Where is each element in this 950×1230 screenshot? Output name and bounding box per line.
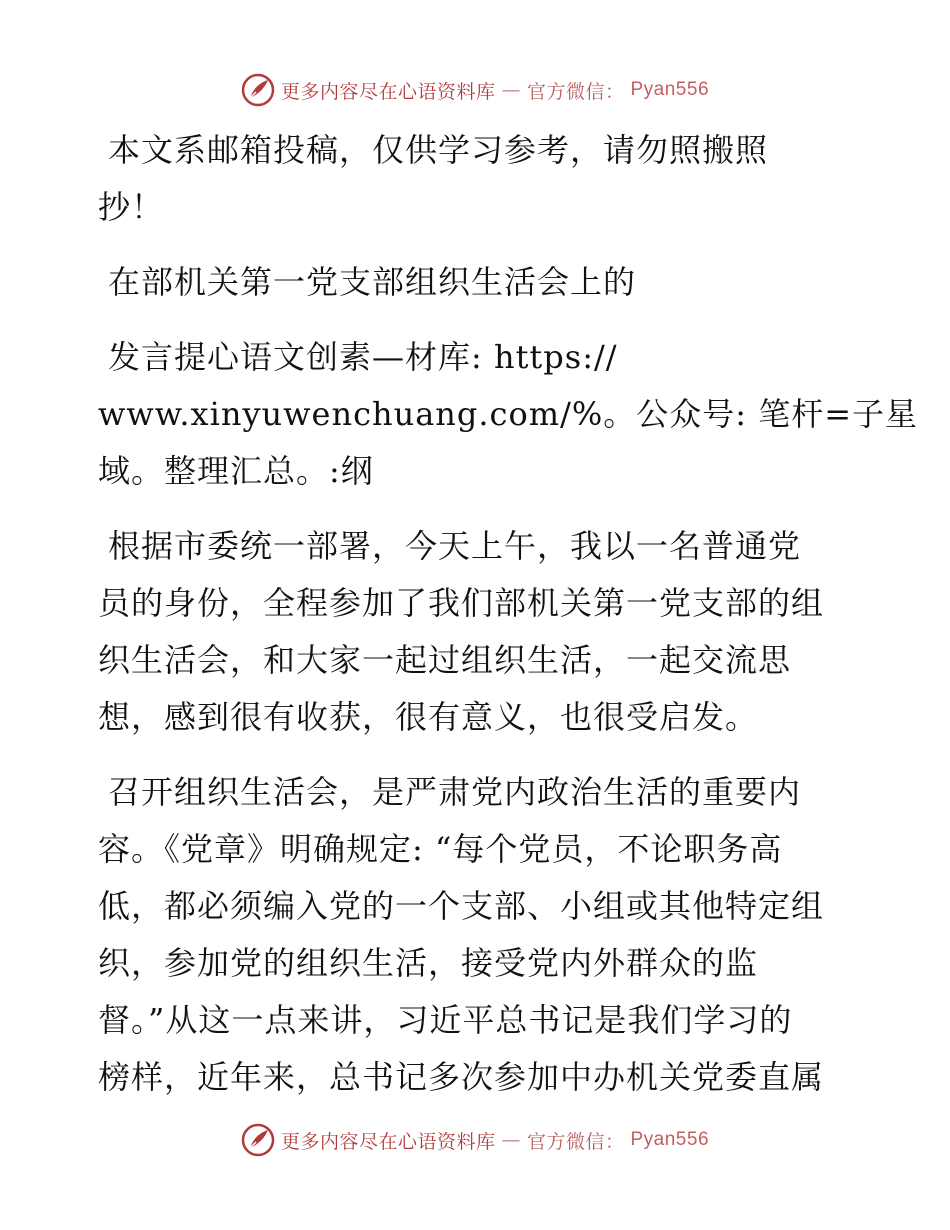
quill-logo-icon <box>241 1123 275 1157</box>
header-watermark <box>0 70 950 110</box>
watermark-wechat-id: Pyan556 <box>630 79 710 100</box>
paragraph-body-1 <box>98 518 858 746</box>
watermark-separator: — <box>501 79 521 101</box>
watermark-brand: 更多内容尽在心语资料库 <box>280 80 496 103</box>
quill-logo-icon <box>241 73 275 107</box>
text-line: 本文系邮箱投稿，仅供学习参考，请勿照搬照 <box>108 131 769 169</box>
text-line: 抄！ <box>98 188 165 226</box>
paragraph-notice <box>98 122 858 236</box>
paragraph-body-2 <box>98 764 858 1106</box>
text-line: 域。整理汇总。:纲 <box>98 452 374 490</box>
text-line: 容。《党章》明确规定: “每个党员，不论职务高 <box>98 830 783 868</box>
document-body <box>98 122 919 1124</box>
text-line: 员的身份，全程参加了我们部机关第一党支部的组 <box>98 584 825 622</box>
watermark-content <box>241 1123 709 1157</box>
paragraph-title <box>98 254 858 311</box>
text-line: www.xinyuwenchuang.com/%。公众号: 笔杆=子星 <box>98 395 919 433</box>
text-line: 督。”从这一点来讲，习近平总书记是我们学习的 <box>98 1001 793 1039</box>
watermark-content <box>241 73 709 107</box>
watermark-brand: 更多内容尽在心语资料库 <box>280 1130 496 1153</box>
footer-watermark <box>0 1120 950 1160</box>
text-line: 低，都必须编入党的一个支部、小组或其他特定组 <box>98 887 825 925</box>
watermark-wechat-label: 官方微信： <box>526 1130 625 1153</box>
watermark-wechat-id: Pyan556 <box>630 1129 710 1150</box>
watermark-separator: — <box>501 1129 521 1151</box>
text-line: 想，感到很有收获，很有意义，也很受启发。 <box>98 698 759 736</box>
text-line: 织，参加党的组织生活，接受党内外群众的监 <box>98 944 759 982</box>
paragraph-source <box>98 329 919 500</box>
text-line: 发言提心语文创素—材库: https:// <box>108 338 618 376</box>
text-line: 召开组织生活会，是严肃党内政治生活的重要内 <box>108 773 802 811</box>
text-line: 根据市委统一部署，今天上午，我以一名普通党 <box>108 527 802 565</box>
text-line: 榜样，近年来，总书记多次参加中办机关党委直属 <box>98 1058 825 1096</box>
text-line: 织生活会，和大家一起过组织生活，一起交流思 <box>98 641 792 679</box>
watermark-wechat-label: 官方微信： <box>526 80 625 103</box>
text-line: 在部机关第一党支部组织生活会上的 <box>108 263 637 301</box>
